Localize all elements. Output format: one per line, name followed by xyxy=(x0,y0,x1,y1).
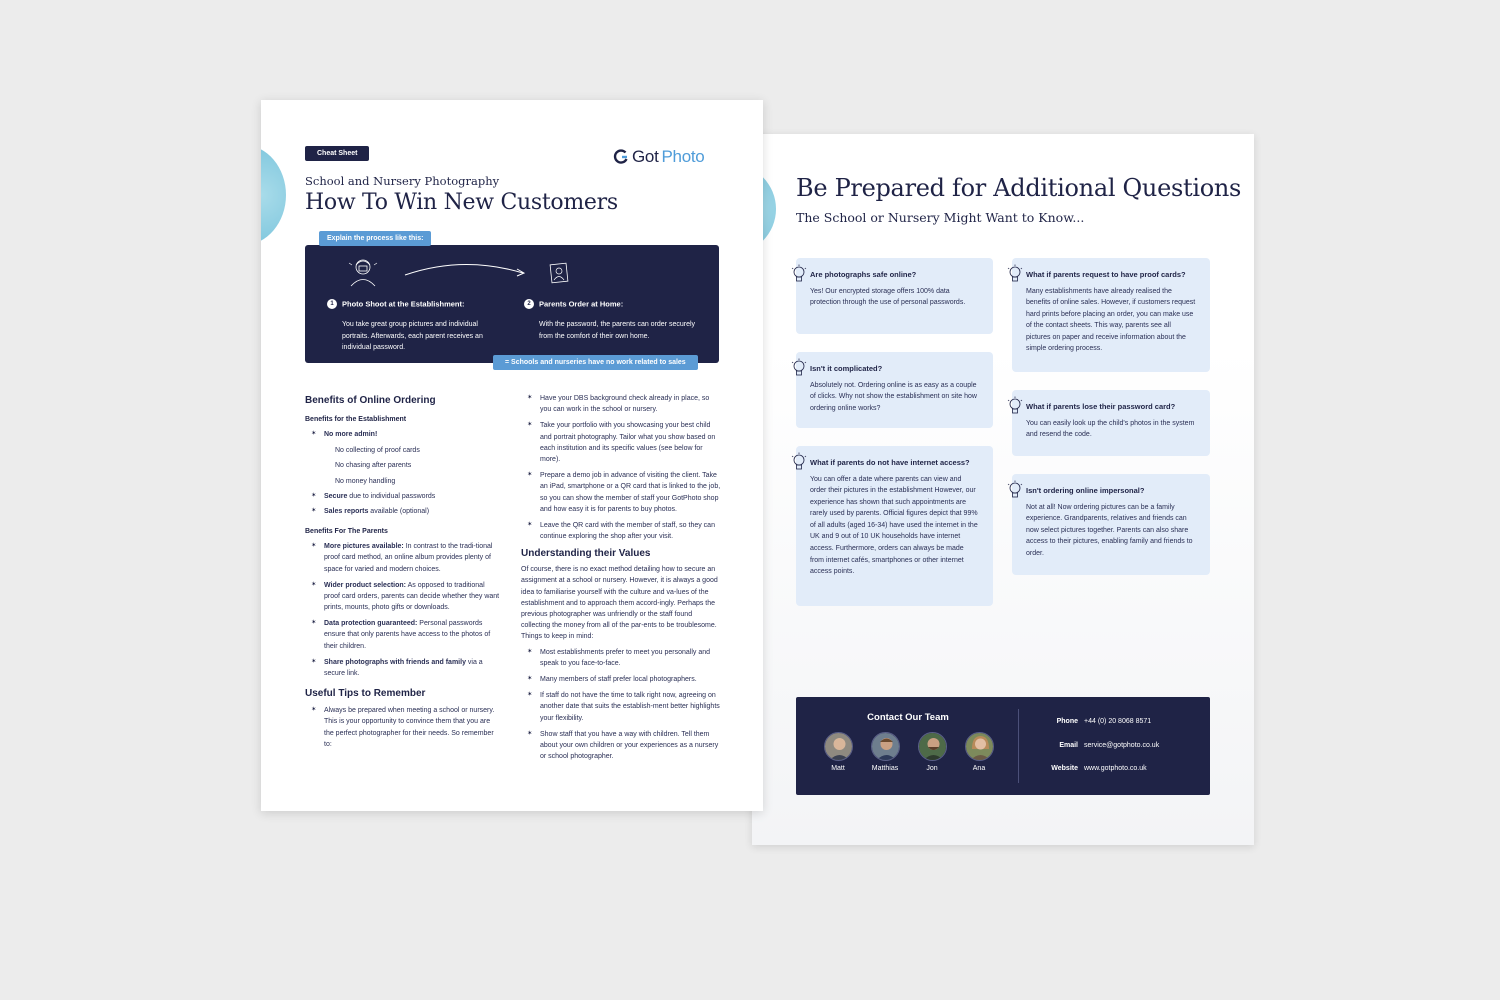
lightbulb-icon xyxy=(1006,264,1024,286)
faq-card xyxy=(1012,390,1210,456)
list-item: ✶ Have your DBS background check already in place, so you can work in the school or nursery. xyxy=(521,393,721,415)
page-title: How To Win New Customers xyxy=(305,190,618,215)
arrow-icon xyxy=(403,259,529,279)
contact-phone xyxy=(1028,718,1151,725)
bold-lead: Wider product selection: xyxy=(324,581,407,589)
step-description: You take great group pictures and individual portraits. Afterwards, each parent receives an individual password. xyxy=(342,321,483,352)
photo-frame-icon xyxy=(548,261,570,285)
sub-list-item: No chasing after parents xyxy=(335,462,412,470)
step-title: Parents Order at Home: xyxy=(539,299,624,309)
list-item: ✶ Prepare a demo job in advance of visiting the client. Take an iPad, smartphone or a QR card that is linked to the job, so you can show the member of staff your GotPhoto shop and how easy it is for parents to buy photos. xyxy=(521,470,721,515)
sub-list-item: No collecting of proof cards xyxy=(335,447,420,455)
list-item: ✶ Take your portfolio with you showcasing your best child and portrait photography. Tailor what you show based on each institution and its specific values (see below for more). xyxy=(521,420,721,465)
team-member xyxy=(910,732,954,772)
lightbulb-icon xyxy=(1006,480,1024,502)
faq-question: What if parents request to have proof cards? xyxy=(1026,270,1186,279)
list-item xyxy=(305,491,501,502)
list-item: ✶ If staff do not have the time to talk right now, agreeing on another date that suits the establish-ment better highlights your flexibility. xyxy=(521,690,721,724)
list-text: Personal passwords ensure that only parents have access to the photos of their children. xyxy=(324,620,491,650)
faq-question: What if parents do not have internet access? xyxy=(810,458,970,467)
sub-list-item: No money handling xyxy=(335,477,396,485)
email-label: Email xyxy=(1059,742,1078,749)
list-item xyxy=(305,541,501,575)
page-two xyxy=(752,134,1254,845)
lightbulb-icon xyxy=(790,264,808,286)
tips-heading: Useful Tips to Remember xyxy=(305,688,426,700)
avatar xyxy=(965,732,994,761)
lightbulb-icon xyxy=(1006,396,1024,418)
page-kicker: School and Nursery Photography xyxy=(305,174,500,188)
list-item: ✶ Many members of staff prefer local photographers. xyxy=(521,674,721,685)
contact-bar xyxy=(796,697,1210,795)
benefits-heading: Benefits of Online Ordering xyxy=(305,395,436,406)
team-member xyxy=(863,732,907,772)
list-item xyxy=(305,506,501,517)
faq-card xyxy=(1012,474,1210,575)
list-text: via a secure link. xyxy=(324,658,483,677)
bold-lead: More pictures available: xyxy=(324,543,404,551)
right-column xyxy=(521,393,721,762)
logo-text-got: Got xyxy=(632,147,659,166)
lightbulb-icon xyxy=(790,452,808,474)
step-number: 1 xyxy=(327,299,337,309)
faq-answer: You can offer a date where parents can view and order their pictures in the establishment However, our experience has shown that such appointments are rarely used by parents. Official figures depict that 99% of all adults (aged 16-34) have used the internet in the UK and 9 out of 10 UK households have internet access. Furthermore, orders can always be made from internet cafés, smartphones or other internet access points. xyxy=(810,475,978,576)
website-link[interactable]: www.gotphoto.co.uk xyxy=(1084,765,1147,772)
faq-card xyxy=(796,258,993,334)
bold-lead: Secure xyxy=(324,492,348,500)
step-description: With the password, the parents can order securely from the comfort of their own home. xyxy=(539,321,696,340)
team-member-name: Ana xyxy=(972,765,986,772)
lightbulb-icon xyxy=(790,358,808,380)
list-item xyxy=(305,580,501,614)
faq-question: Isn't it complicated? xyxy=(810,364,883,373)
bold-lead: Data protection guaranteed: xyxy=(324,620,418,628)
photographer-icon xyxy=(345,255,381,287)
list-item xyxy=(305,429,501,440)
page-one xyxy=(261,100,763,811)
divider xyxy=(1018,709,1019,783)
team-member-name: Jon xyxy=(926,765,938,772)
left-column xyxy=(305,395,501,750)
team-member xyxy=(957,732,1001,772)
step-title: Photo Shoot at the Establishment: xyxy=(342,299,465,309)
gotphoto-logo-icon xyxy=(613,149,629,165)
process-footer-note: = Schools and nurseries have no work related to sales xyxy=(493,355,698,370)
faq-question: Are photographs safe online? xyxy=(810,270,917,279)
contact-email xyxy=(1028,742,1159,749)
website-label: Website xyxy=(1051,765,1078,772)
gotphoto-logo xyxy=(613,147,704,167)
list-item xyxy=(305,657,501,679)
parents-heading: Benefits For The Parents xyxy=(305,528,388,536)
phone-label: Phone xyxy=(1056,718,1078,725)
list-item: ✶ Leave the QR card with the member of staff, so they can continue exploring the shop after your visit. xyxy=(521,520,721,542)
process-tab-label: Explain the process like this: xyxy=(319,231,431,246)
faq-answer: Not at all! Now ordering pictures can be a family experience. Grandparents, relatives and friends can now select pictures together. Parents can also share access to their pictures, enabling family and friends to order. xyxy=(1026,503,1193,557)
cheat-sheet-badge: Cheat Sheet xyxy=(305,146,369,161)
email-link[interactable]: service@gotphoto.co.uk xyxy=(1084,742,1160,749)
avatar xyxy=(871,732,900,761)
list-item xyxy=(305,618,501,652)
faq-question: Isn't ordering online impersonal? xyxy=(1026,486,1145,495)
list-item: ✶ Most establishments prefer to meet you personally and speak to you face-to-face. xyxy=(521,647,721,669)
page-two-title: Be Prepared for Additional Questions xyxy=(796,174,1242,202)
faq-answer: You can easily look up the child's photos in the system and resend the code. xyxy=(1026,419,1195,439)
avatar xyxy=(824,732,853,761)
list-text: available (optional) xyxy=(368,507,430,515)
team-member xyxy=(816,732,860,772)
faq-answer: Many establishments have already realised the benefits of online sales. However, if customers request hard prints before placing an order, you can make use of the contact sheets. This way, parents see all pictures on paper and receive information about the simple ordering process. xyxy=(1026,287,1196,353)
faq-card xyxy=(796,352,993,428)
page-two-subtitle: The School or Nursery Might Want to Know... xyxy=(796,210,1085,225)
team-member-name: Matt xyxy=(831,765,845,772)
bold-lead: Share photographs with friends and family xyxy=(324,658,466,666)
contact-title: Contact Our Team xyxy=(867,712,949,723)
phone-value[interactable]: +44 (0) 20 8068 8571 xyxy=(1084,718,1152,725)
step-number: 2 xyxy=(524,299,534,309)
faq-question: What if parents lose their password card? xyxy=(1026,402,1176,411)
process-step xyxy=(524,295,704,342)
establishment-heading: Benefits for the Establishment xyxy=(305,416,407,423)
logo-text-photo: Photo xyxy=(661,147,705,166)
contact-website xyxy=(1028,765,1147,772)
process-step xyxy=(327,295,507,354)
process-box xyxy=(305,245,719,363)
decorative-circle xyxy=(261,145,286,245)
values-heading: Understanding their Values xyxy=(521,548,651,560)
list-text: As opposed to traditional proof card orders, parents can decide whether they want prints, mounts, photo gifts or downloads. xyxy=(324,581,500,612)
bold-lead: Sales reports xyxy=(324,507,369,515)
avatar xyxy=(918,732,947,761)
no-more-admin: No more admin! xyxy=(324,431,378,438)
list-text: In contrast to the tradi-tional proof card method, an online album provides plenty of space for varied and modern choices. xyxy=(324,543,493,573)
values-paragraph: Of course, there is no exact method detailing how to secure an assignment at a school or nursery. However, it is always a good idea to familiarise yourself with the culture and va-lues of the establishment and to approach them accord-ingly. Perhaps the previous photographer was unfriendly or the staff found collecting the money from all of the par-ents to be troublesome. Things to keep in mind: xyxy=(521,566,718,641)
list-item: ✶ Show staff that you have a way with children. Tell them about your own children or your experiences as a nursery or school photographer. xyxy=(521,729,721,763)
team-member-name: Matthias xyxy=(871,765,899,772)
faq-answer: Yes! Our encrypted storage offers 100% data protection through the use of personal passwords. xyxy=(810,287,966,307)
faq-card xyxy=(1012,258,1210,372)
faq-card xyxy=(796,446,993,606)
faq-answer: Absolutely not. Ordering online is as easy as a couple of clicks. Why not show the establishment on site how ordering online works? xyxy=(810,381,977,412)
list-text: due to individual passwords xyxy=(347,492,436,500)
list-item: ✶ Always be prepared when meeting a school or nursery. This is your opportunity to convince them that you are the perfect photographer for their needs. So remember to: xyxy=(305,705,501,750)
